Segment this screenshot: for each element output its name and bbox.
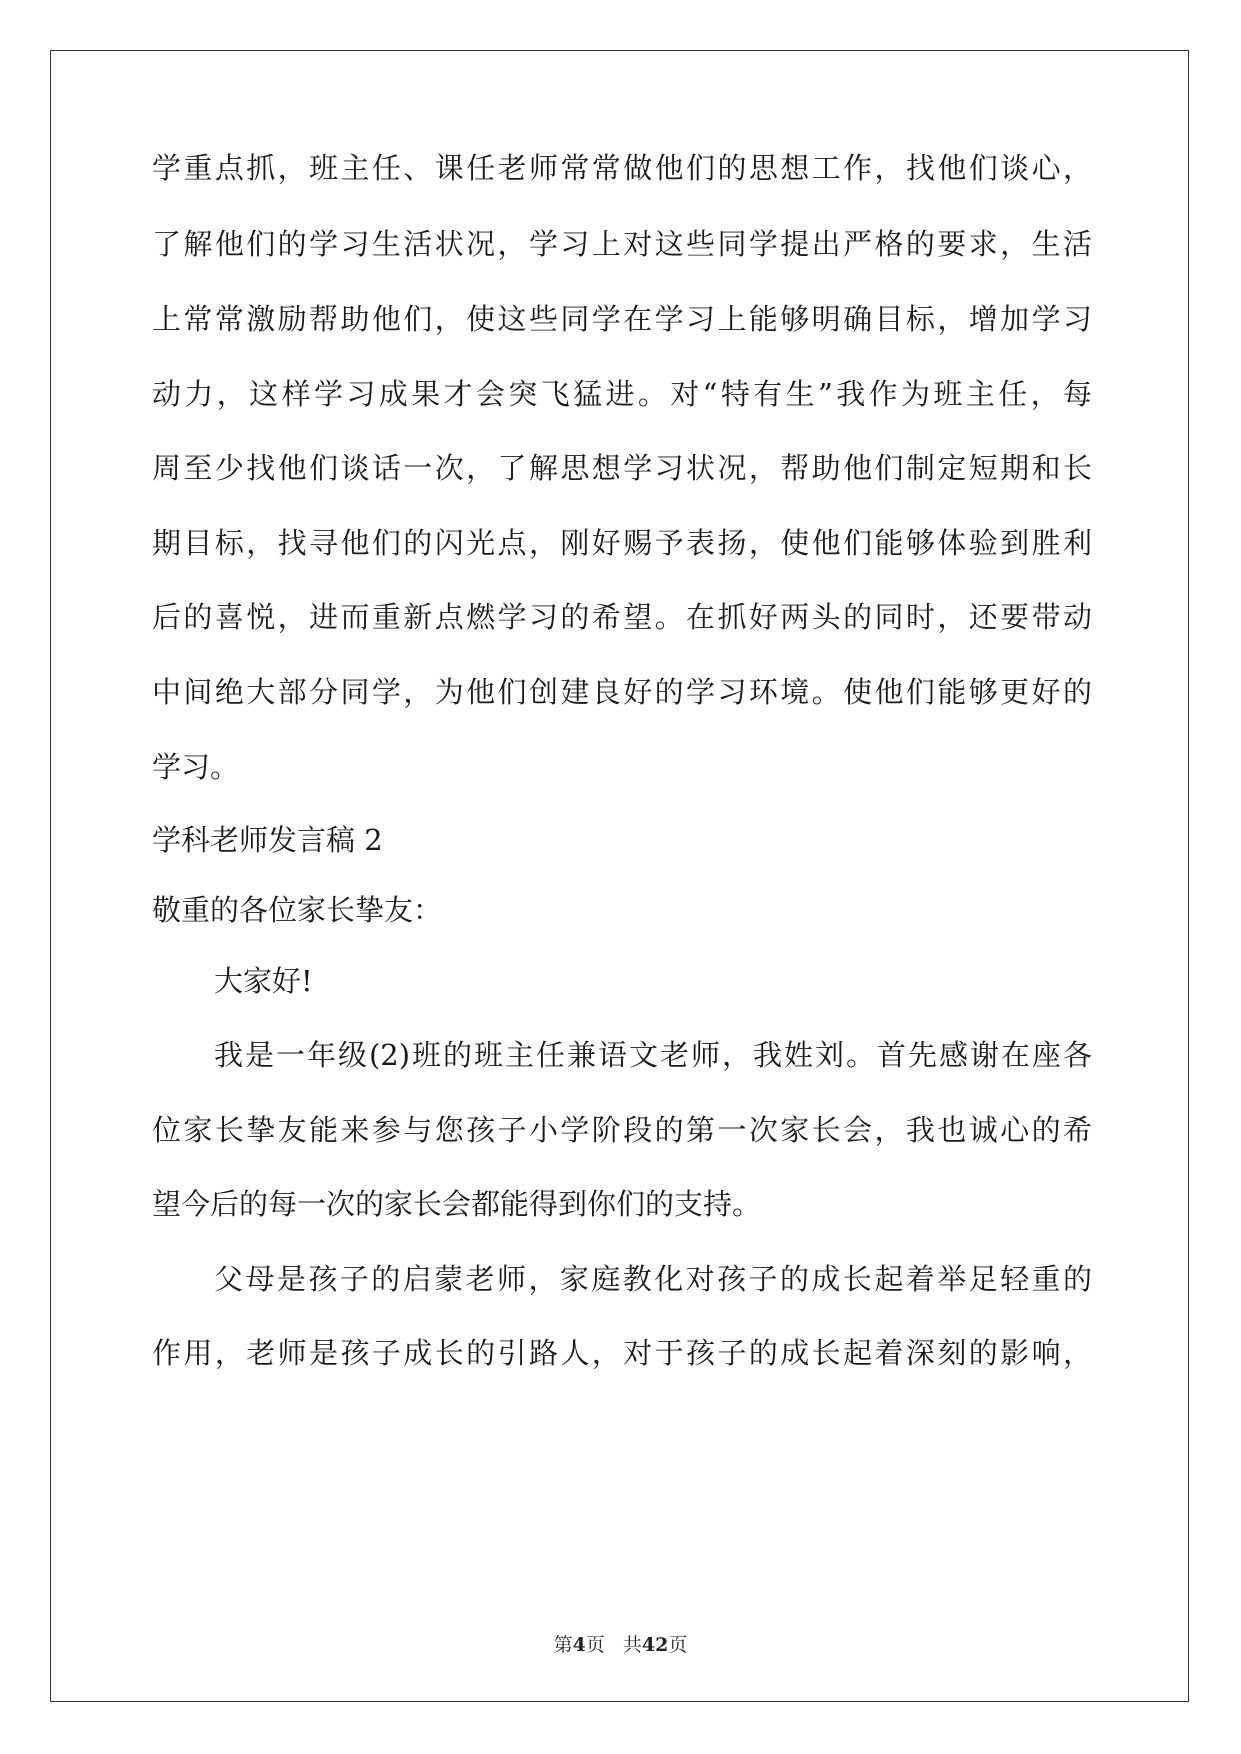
footer-total-suffix: 页 (668, 1634, 688, 1656)
paragraph3-line-2: 作用，老师是孩子成长的引路人，对于孩子的成长起着深刻的影响， (152, 1336, 1092, 1370)
footer-total-prefix: 共 (622, 1634, 642, 1656)
footer-page-number: 4 (572, 1634, 586, 1656)
paragraph1-line-1: 学重点抓，班主任、课任老师常常做他们的思想工作，找他们谈心， (152, 151, 1092, 185)
footer-page-suffix: 页 (585, 1634, 605, 1656)
paragraph1-line-8: 中间绝大部分同学，为他们创建良好的学习环境。使他们能够更好的 (152, 675, 1092, 709)
salutation: 敬重的各位家长挚友： (152, 893, 443, 927)
paragraph1-line-2: 了解他们的学习生活状况，学习上对这些同学提出严格的要求，生活 (152, 227, 1092, 261)
page-footer (0, 1633, 1241, 1657)
footer-total-pages: 42 (641, 1634, 669, 1656)
paragraph1-line-7: 后的喜悦，进而重新点燃学习的希望。在抓好两头的同时，还要带动 (152, 600, 1092, 634)
paragraph1-line-6: 期目标，找寻他们的闪光点，刚好赐予表扬，使他们能够体验到胜利 (152, 526, 1092, 560)
paragraph1-line-9: 学习。 (152, 750, 240, 784)
paragraph3-line-1: 父母是孩子的启蒙老师，家庭教化对孩子的成长起着举足轻重的 (214, 1262, 1092, 1296)
paragraph2-line-2: 位家长挚友能来参与您孩子小学阶段的第一次家长会，我也诚心的希 (152, 1113, 1092, 1147)
section-title: 学科老师发言稿 2 (152, 823, 383, 857)
paragraph1-line-5: 周至少找他们谈话一次，了解思想学习状况，帮助他们制定短期和长 (152, 451, 1092, 485)
page-border (50, 50, 1189, 1702)
paragraph2-line-3: 望今后的每一次的家长会都能得到你们的支持。 (152, 1187, 762, 1221)
paragraph1-line-4: 动力，这样学习成果才会突飞猛进。对“特有生”我作为班主任，每 (152, 377, 1092, 411)
paragraph1-line-3: 上常常激励帮助他们，使这些同学在学习上能够明确目标，增加学习 (152, 302, 1092, 336)
paragraph2-line-1: 我是一年级(2)班的班主任兼语文老师，我姓刘。首先感谢在座各 (214, 1038, 1092, 1072)
footer-prefix: 第 (553, 1634, 573, 1656)
greeting: 大家好! (214, 964, 313, 998)
